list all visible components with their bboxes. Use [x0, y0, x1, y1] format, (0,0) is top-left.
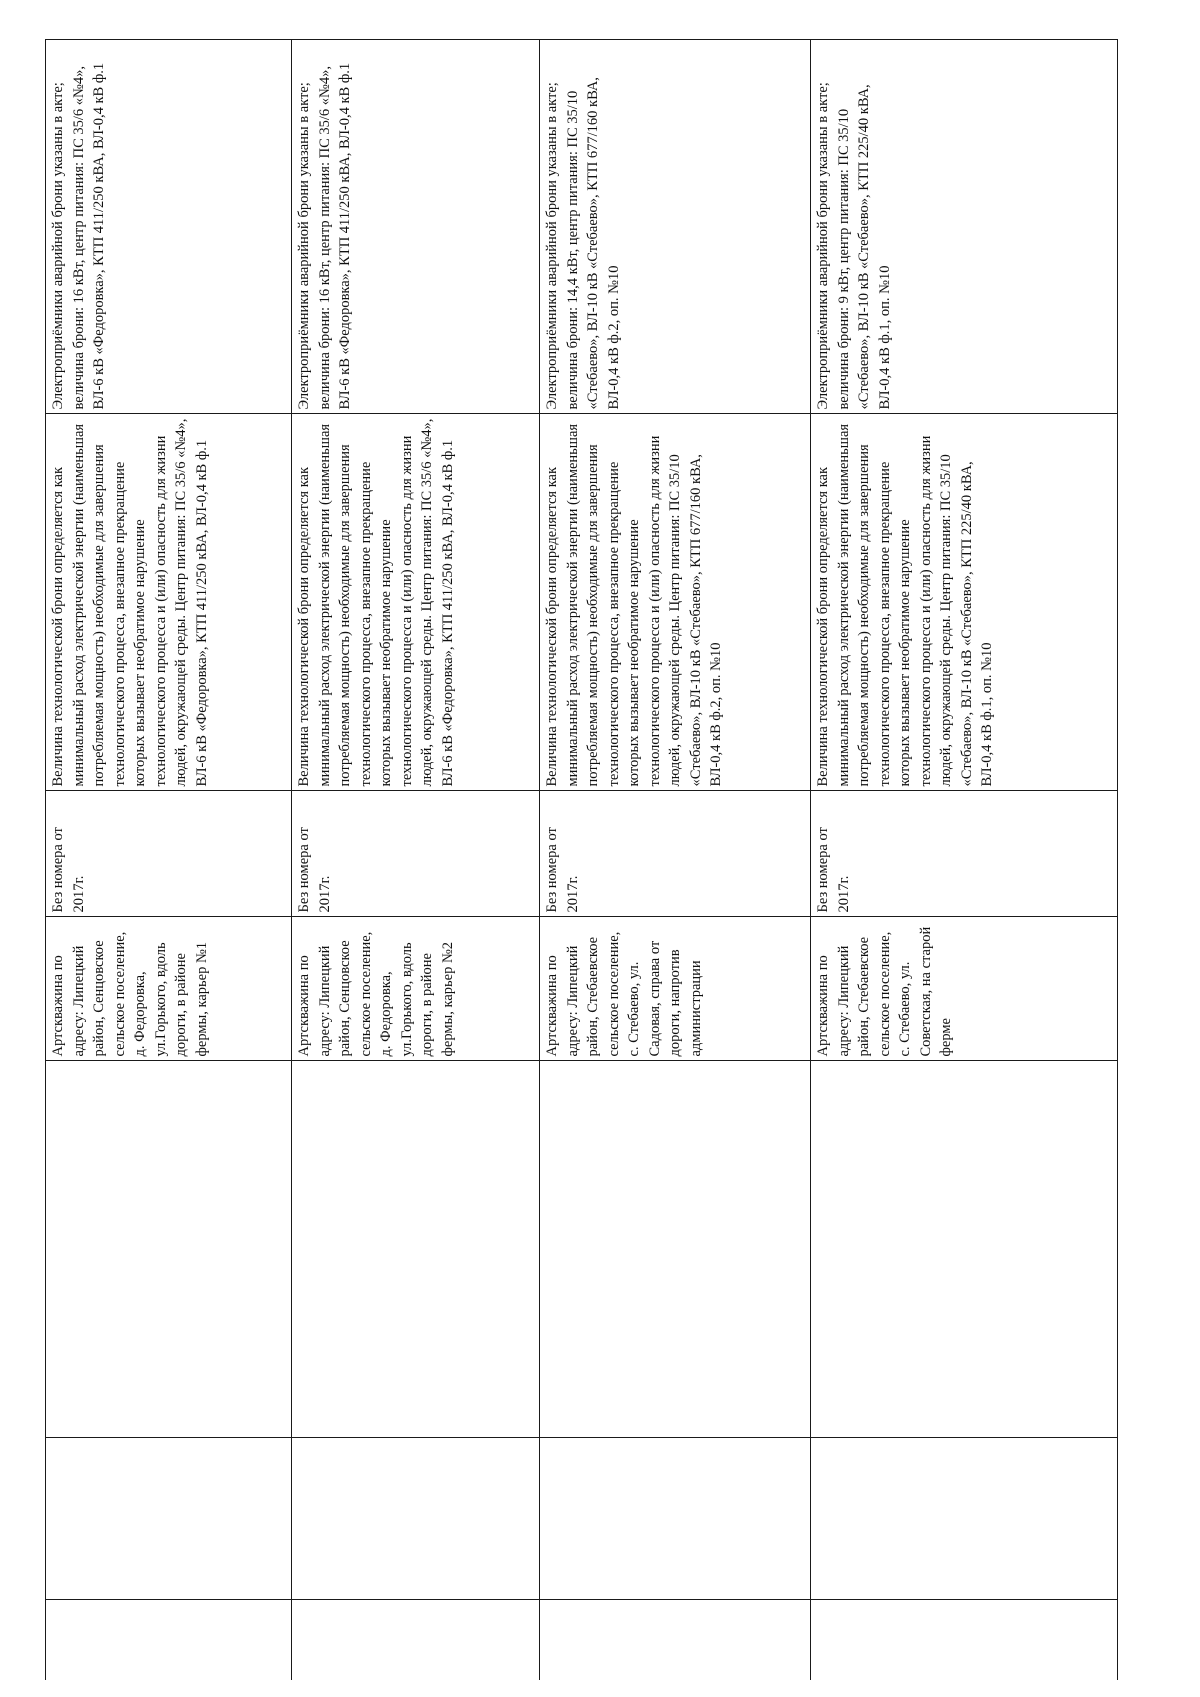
blank-cell — [540, 1600, 811, 1680]
tech-reserve-cell: Величина технологической брони определяется как минимальный расход электрической энергии (наименьшая потребляемая мощность) необходимые для завершения технологического процесса, внезапное прекращение которых вызывает необратимое нарушение технологического процесса и (или) опасность для жизни людей, окружающей среды. Центр питания: ПС 35/6 «№4», ВЛ-6 кВ «Федоровка», КТП 411/250 кВА, ВЛ-0,4 кВ ф.1 — [292, 414, 540, 791]
power-reserve-table — [45, 40, 1118, 1681]
table-row — [540, 40, 811, 1680]
blank-cell — [540, 1061, 811, 1438]
blank-cell — [811, 1600, 1118, 1680]
emergency-reserve-cell: Электроприёмники аварийной брони указаны в акте; величина брони: 16 кВт, центр питания: ПС 35/6 «№4», ВЛ-6 кВ «Федоровка», КТП 411/250 кВА, ВЛ-0,4 кВ ф.1 — [292, 40, 540, 414]
blank-cell — [540, 1438, 811, 1600]
act-cell: Без номера от 2017г. — [540, 791, 811, 917]
address-cell: Артскважина по адресу: Липецкий район, Сенцовское сельское поселение, д. Федоровка, ул.Горького, вдоль дороги, в районе фермы, карьер №1 — [46, 917, 292, 1061]
tech-reserve-cell: Величина технологической брони определяется как минимальный расход электрической энергии (наименьшая потребляемая мощность) необходимые для завершения технологического процесса, внезапное прекращение которых вызывает необратимое нарушение технологического процесса и (или) опасность для жизни людей, окружающей среды. Центр питания: ПС 35/10 «Стебаево», ВЛ-10 кВ «Стебаево», КТП 677/160 кВА, ВЛ-0,4 кВ ф.2, оп. №10 — [540, 414, 811, 791]
act-cell: Без номера от 2017г. — [46, 791, 292, 917]
blank-cell — [811, 1438, 1118, 1600]
emergency-reserve-cell: Электроприёмники аварийной брони указаны в акте; величина брони: 14,4 кВт, центр питания: ПС 35/10 «Стебаево», ВЛ-10 кВ «Стебаево», КТП 677/160 кВА, ВЛ-0,4 кВ ф.2, оп. №10 — [540, 40, 811, 414]
blank-cell — [292, 1061, 540, 1438]
emergency-reserve-cell: Электроприёмники аварийной брони указаны в акте; величина брони: 9 кВт, центр питания: ПС 35/10 «Стебаево», ВЛ-10 кВ «Стебаево», КТП 225/40 кВА, ВЛ-0,4 кВ ф.1, оп. №10 — [811, 40, 1118, 414]
act-cell: Без номера от 2017г. — [292, 791, 540, 917]
table-row — [292, 40, 540, 1680]
blank-cell — [292, 1600, 540, 1680]
blank-cell — [811, 1061, 1118, 1438]
act-cell: Без номера от 2017г. — [811, 791, 1118, 917]
rotated-table-container — [45, 40, 1117, 1680]
tech-reserve-cell: Величина технологической брони определяется как минимальный расход электрической энергии (наименьшая потребляемая мощность) необходимые для завершения технологического процесса, внезапное прекращение которых вызывает необратимое нарушение технологического процесса и (или) опасность для жизни людей, окружающей среды. Центр питания: ПС 35/10 «Стебаево», ВЛ-10 кВ «Стебаево», КТП 225/40 кВА, ВЛ-0,4 кВ ф.1, оп. №10 — [811, 414, 1118, 791]
address-cell: Артскважина по адресу: Липецкий район, Стебаевское сельское поселение, с. Стебаево, ул. Садовая, справа от дороги, напротив администрации — [540, 917, 811, 1061]
blank-cell — [46, 1438, 292, 1600]
emergency-reserve-cell: Электроприёмники аварийной брони указаны в акте; величина брони: 16 кВт, центр питания: ПС 35/6 «№4», ВЛ-6 кВ «Федоровка», КТП 411/250 кВА, ВЛ-0,4 кВ ф.1 — [46, 40, 292, 414]
table-row — [811, 40, 1118, 1680]
blank-cell — [46, 1600, 292, 1680]
table-row — [46, 40, 292, 1680]
address-cell: Артскважина по адресу: Липецкий район, Стебаевское сельское поселение, с. Стебаево, ул. Советская, на старой ферме — [811, 917, 1118, 1061]
blank-cell — [46, 1061, 292, 1438]
tech-reserve-cell: Величина технологической брони определяется как минимальный расход электрической энергии (наименьшая потребляемая мощность) необходимые для завершения технологического процесса, внезапное прекращение которых вызывает необратимое нарушение технологического процесса и (или) опасность для жизни людей, окружающей среды. Центр питания: ПС 35/6 «№4», ВЛ-6 кВ «Федоровка», КТП 411/250 кВА, ВЛ-0,4 кВ ф.1 — [46, 414, 292, 791]
address-cell: Артскважина по адресу: Липецкий район, Сенцовское сельское поселение, д. Федоровка, ул.Горького, вдоль дороги, в районе фермы, карьер №2 — [292, 917, 540, 1061]
blank-cell — [292, 1438, 540, 1600]
